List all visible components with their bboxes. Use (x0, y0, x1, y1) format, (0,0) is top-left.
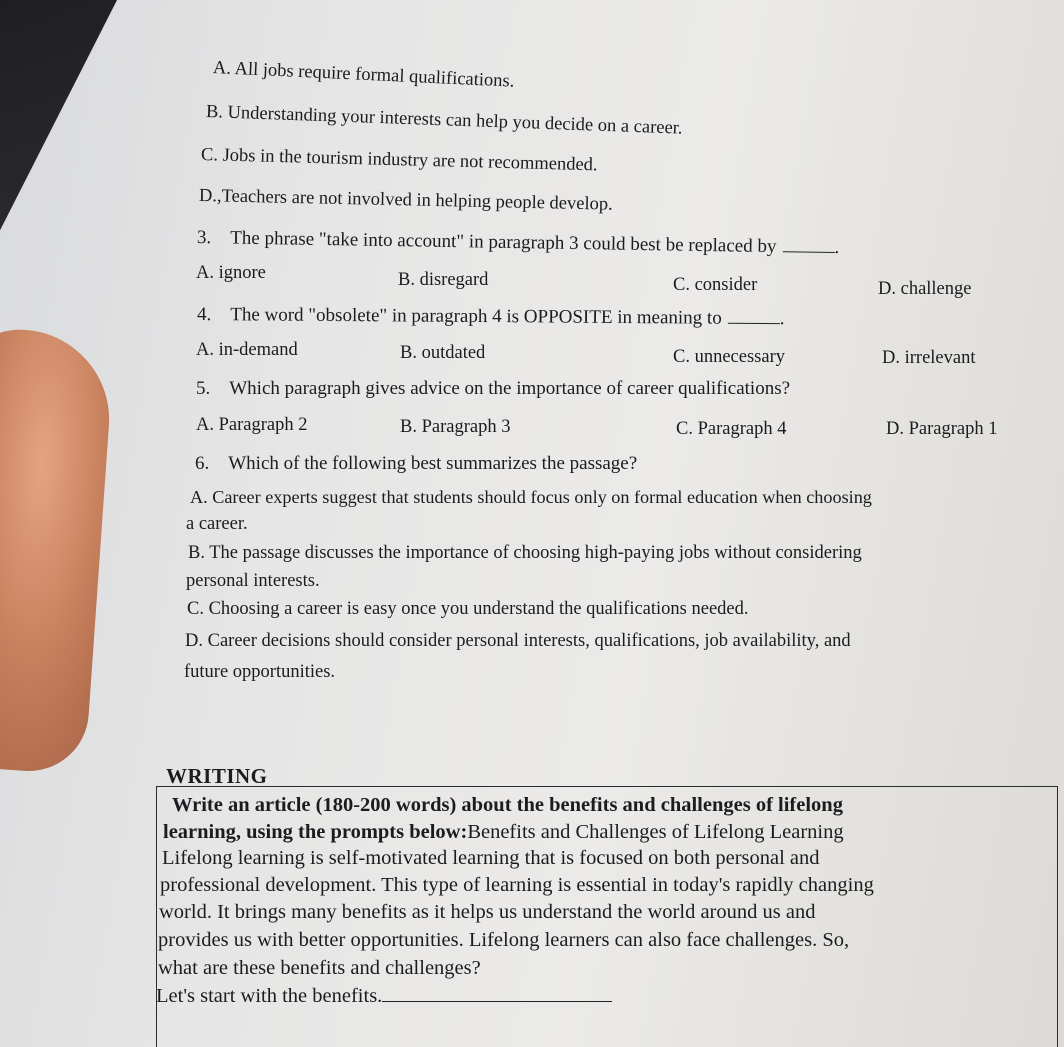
writing-line-2-bold: learning, using the prompts below: (163, 821, 468, 843)
q6-text: Which of the following best summarizes the passage? (228, 453, 638, 474)
writing-line-1: Write an article (180-200 words) about the benefits and challenges of lifelong (172, 794, 843, 816)
q4-option-a: A. in-demand (196, 340, 298, 360)
q6-option-c: C. Choosing a career is easy once you understand the qualifications needed. (187, 599, 749, 619)
q6-option-d-line1: D. Career decisions should consider personal interests, qualifications, job availability, and (185, 631, 851, 651)
q3-option-d: D. challenge (878, 279, 972, 299)
writing-line-8-text: Let's start with the benefits. (156, 985, 383, 1007)
q6-option-a-line2: a career. (186, 514, 248, 534)
q2-option-d: D.,Teachers are not involved in helping people develop. (198, 186, 613, 215)
q2-option-c: C. Jobs in the tourism industry are not recommended. (200, 145, 598, 176)
q6-option-a-line1: A. Career experts suggest that students should focus only on formal education when choosing (190, 487, 872, 507)
writing-line-5: world. It brings many benefits as it helps us understand the world around us and (159, 901, 816, 923)
writing-line-4: professional development. This type of learning is essential in today's rapidly changing (160, 874, 874, 896)
q5-number: 5. (196, 378, 211, 399)
q4-text: The word "obsolete" in paragraph 4 is OPPOSITE in meaning to (230, 304, 722, 329)
writing-line-8 (156, 985, 612, 1008)
q4-option-d: D. irrelevant (882, 348, 976, 368)
q3-answer-blank[interactable] (782, 250, 834, 253)
q4-option-b: B. outdated (400, 343, 486, 363)
q5-option-a: A. Paragraph 2 (196, 415, 308, 435)
writing-answer-blank[interactable] (382, 1000, 612, 1002)
writing-line-7: what are these benefits and challenges? (158, 957, 481, 979)
writing-line-3: Lifelong learning is self-motivated learning that is focused on both personal and (162, 847, 820, 869)
q2-option-a: A. All jobs require formal qualifications. (212, 58, 515, 92)
q3-option-b: B. disregard (398, 270, 489, 290)
q5-text: Which paragraph gives advice on the importance of career qualifications? (229, 378, 791, 399)
q6-number: 6. (195, 453, 210, 474)
q5-option-b: B. Paragraph 3 (400, 417, 511, 437)
writing-heading: WRITING (166, 764, 268, 788)
q5-option-d: D. Paragraph 1 (886, 419, 998, 439)
writing-line-6: provides us with better opportunities. Lifelong learners can also face challenges. So, (158, 929, 850, 951)
q5-option-c: C. Paragraph 4 (676, 419, 787, 439)
q3-option-c: C. consider (673, 275, 758, 295)
q3-end: . (834, 237, 840, 259)
q6-option-d-line2: future opportunities. (184, 662, 336, 682)
q3-text: The phrase "take into account" in paragraph 3 could best be replaced by (230, 227, 777, 258)
q4-answer-blank[interactable] (728, 322, 780, 324)
q3-number: 3. (196, 227, 212, 249)
q4-option-c: C. unnecessary (673, 347, 785, 367)
q6-option-b-line2: personal interests. (186, 571, 320, 591)
q4-end: . (779, 308, 785, 330)
q4-number: 4. (196, 304, 212, 326)
question-4 (197, 304, 785, 330)
q3-option-a: A. ignore (196, 263, 266, 283)
question-5 (196, 378, 790, 400)
q2-option-b: B. Understanding your interests can help you decide on a career. (205, 102, 683, 139)
writing-line-2-rest: Benefits and Challenges of Lifelong Learning (467, 821, 844, 843)
q6-option-b-line1: B. The passage discusses the importance of choosing high-paying jobs without considering (188, 543, 862, 563)
writing-line-2 (163, 821, 844, 844)
question-6 (195, 453, 637, 475)
